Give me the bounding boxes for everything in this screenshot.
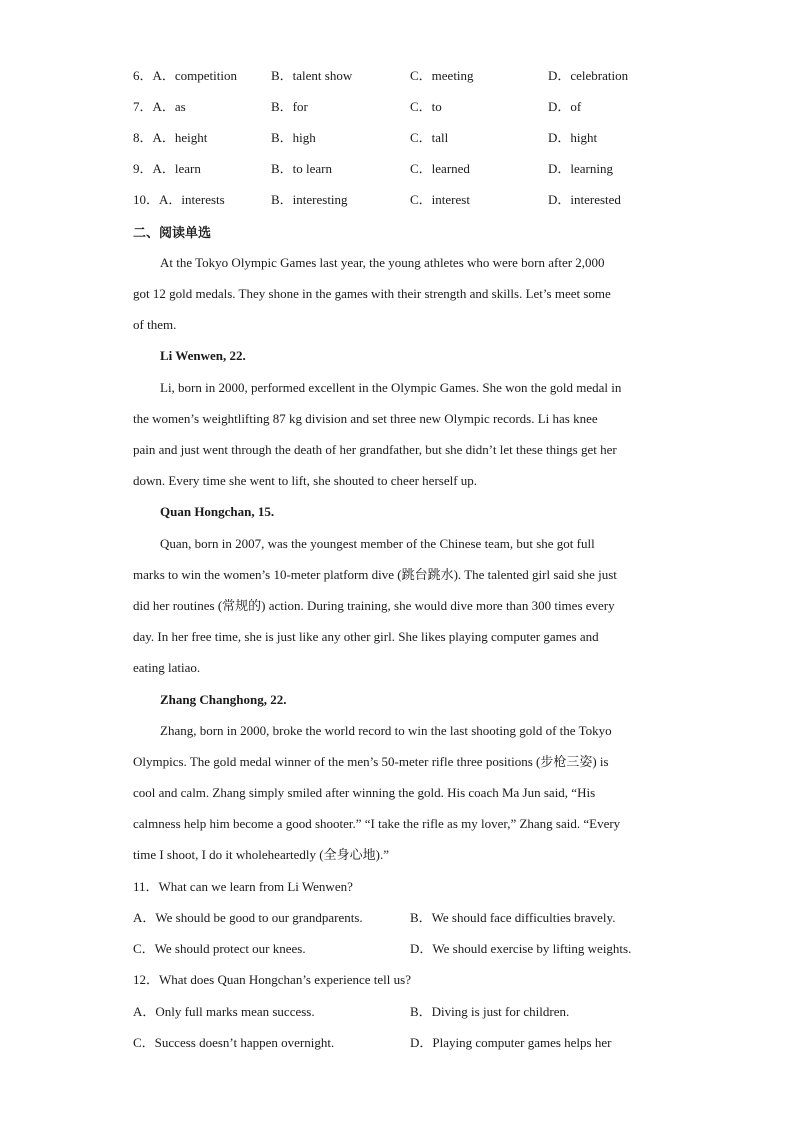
athlete-heading: Zhang Changhong, 22. — [160, 692, 287, 707]
passage-line: Zhang, born in 2000, broke the world record to win the last shooting gold of the Tokyo — [160, 723, 612, 738]
option-b: B．We should face difficulties bravely. — [410, 910, 616, 925]
option-b: B．interesting — [271, 192, 348, 207]
option-c: C．to — [410, 99, 442, 114]
option-a: 9．A．learn — [133, 161, 201, 176]
athlete-heading: Quan Hongchan, 15. — [160, 504, 275, 519]
option-c: C．tall — [410, 130, 449, 145]
passage-intro-line: At the Tokyo Olympic Games last year, the young athletes who were born after 2,000 — [160, 255, 605, 270]
passage-line: time I shoot, I do it wholeheartedly (全身心地).” — [133, 847, 389, 862]
option-a: 8．A．height — [133, 130, 208, 145]
option-c: C．learned — [410, 161, 470, 176]
option-d: D．celebration — [548, 68, 629, 83]
passage-line: cool and calm. Zhang simply smiled after winning the gold. His coach Ma Jun said, “His — [133, 785, 596, 800]
option-a: 6．A．competition — [133, 68, 237, 83]
option-d: D．hight — [548, 130, 598, 145]
option-d: D．of — [548, 99, 582, 114]
option-c: C．Success doesn’t happen overnight. — [133, 1035, 335, 1050]
passage-line: down. Every time she went to lift, she shouted to cheer herself up. — [133, 473, 478, 488]
passage-line: day. In her free time, she is just like any other girl. She likes playing computer games and — [133, 629, 599, 644]
question-12-stem: 12．What does Quan Hongchan’s experience tell us? — [133, 972, 411, 987]
option-b: B．to learn — [271, 161, 333, 176]
passage-line: the women’s weightlifting 87 kg division and set three new Olympic records. Li has knee — [133, 411, 598, 426]
option-c: C．interest — [410, 192, 470, 207]
passage-line: did her routines (常规的) action. During training, she would dive more than 300 times every — [133, 598, 615, 613]
option-a: 10．A．interests — [133, 192, 225, 207]
passage-line: Olympics. The gold medal winner of the men’s 50-meter rifle three positions (步枪三姿) is — [133, 754, 609, 769]
passage-line: calmness help him become a good shooter.” “I take the rifle as my lover,” Zhang said. “Every — [133, 816, 621, 831]
passage-line: eating latiao. — [133, 660, 201, 675]
passage-line: marks to win the women’s 10-meter platform dive (跳台跳水). The talented girl said she just — [133, 567, 617, 582]
option-b: B．Diving is just for children. — [410, 1004, 570, 1019]
option-d: D．interested — [548, 192, 621, 207]
option-b: B．talent show — [271, 68, 353, 83]
option-c: C．meeting — [410, 68, 474, 83]
option-d: D．Playing computer games helps her — [410, 1035, 612, 1050]
option-a: 7．A．as — [133, 99, 186, 114]
passage-line: Li, born in 2000, performed excellent in the Olympic Games. She won the gold medal in — [160, 380, 622, 395]
athlete-heading: Li Wenwen, 22. — [160, 348, 246, 363]
passage-line: Quan, born in 2007, was the youngest member of the Chinese team, but she got full — [160, 536, 595, 551]
option-d: D．We should exercise by lifting weights. — [410, 941, 632, 956]
option-b: B．high — [271, 130, 316, 145]
option-a: A．Only full marks mean success. — [133, 1004, 315, 1019]
option-d: D．learning — [548, 161, 613, 176]
option-c: C．We should protect our knees. — [133, 941, 306, 956]
section-title: 二、阅读单选 — [133, 226, 212, 241]
passage-intro-line: got 12 gold medals. They shone in the games with their strength and skills. Let’s meet some — [133, 286, 611, 301]
passage-intro-line: of them. — [133, 317, 177, 332]
option-a: A．We should be good to our grandparents. — [133, 910, 363, 925]
question-11-stem: 11．What can we learn from Li Wenwen? — [133, 879, 353, 894]
passage-line: pain and just went through the death of her grandfather, but she didn’t let these things get her — [133, 442, 617, 457]
option-b: B．for — [271, 99, 308, 114]
